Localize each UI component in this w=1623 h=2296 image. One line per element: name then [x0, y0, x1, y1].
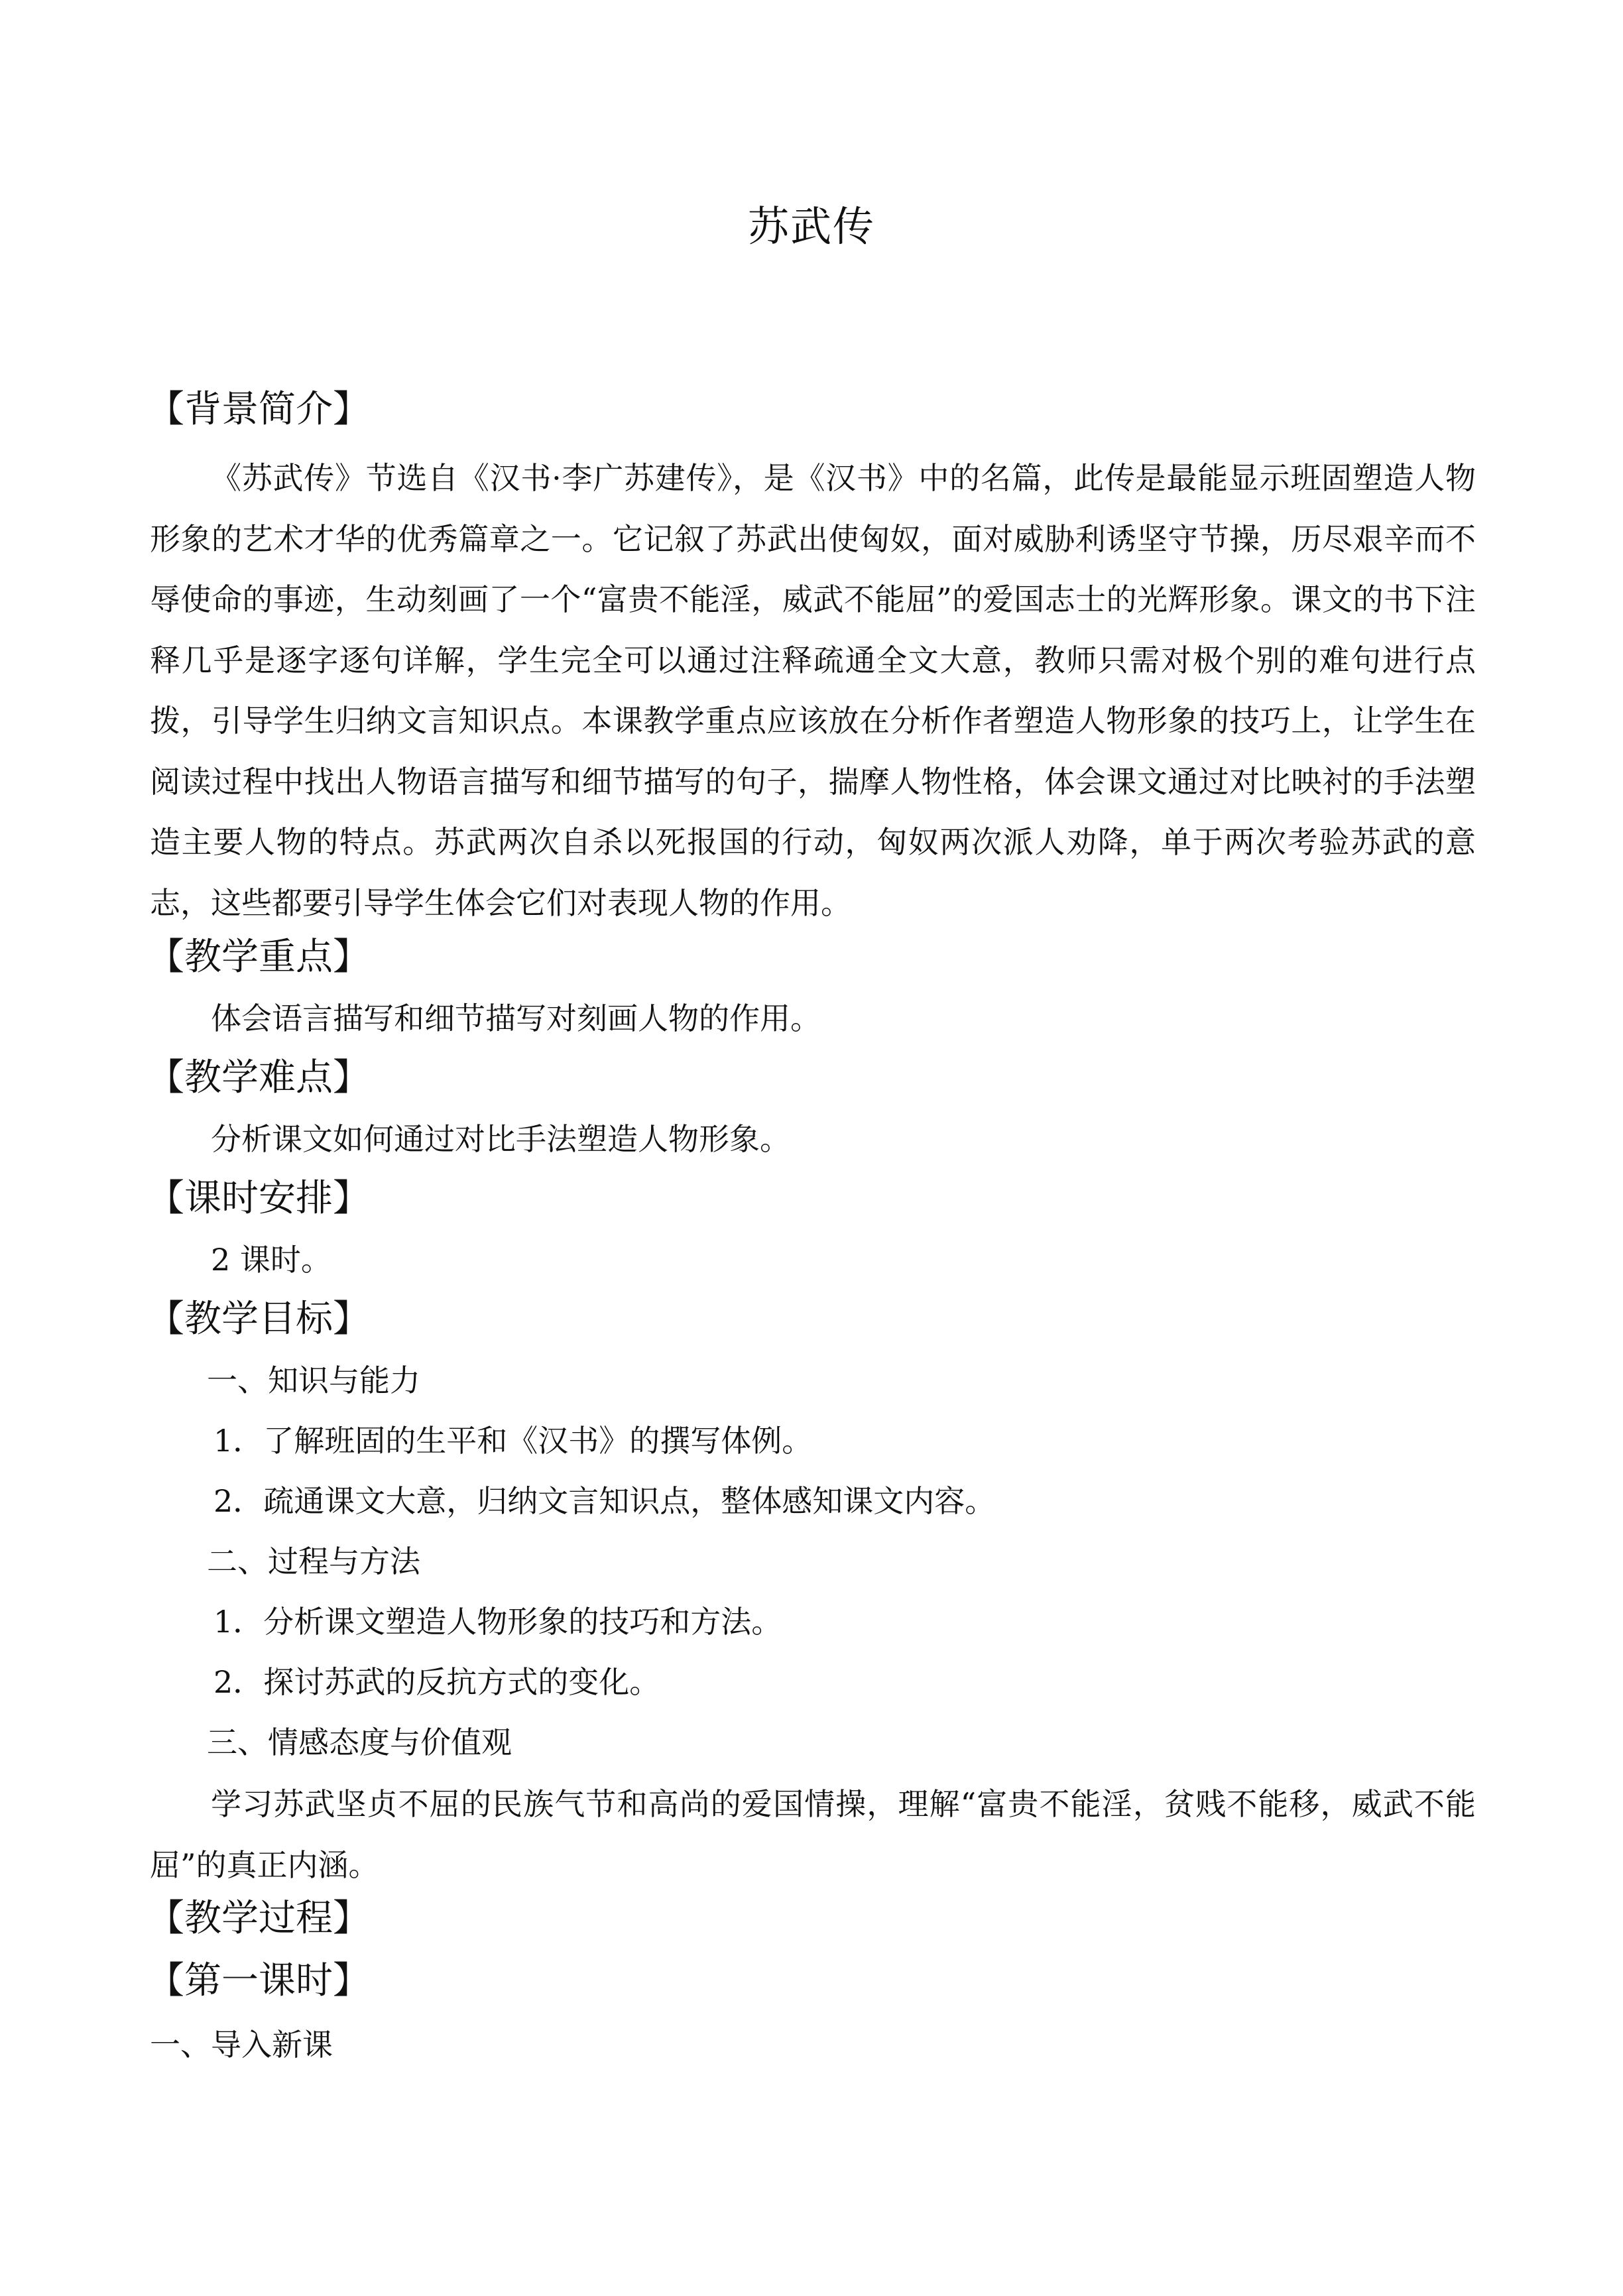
heading-process: 【教学过程】	[147, 1897, 370, 1940]
heading-difficulties: 【教学难点】	[147, 1056, 370, 1099]
objective-item: 1．分析课文塑造人物形象的技巧和方法。	[213, 1604, 782, 1640]
document-title: 苏武传	[747, 202, 875, 251]
objective-subheading-knowledge: 一、知识与能力	[207, 1362, 420, 1398]
first-lesson-step: 一、导入新课	[150, 2027, 333, 2063]
objective-item: 2．探讨苏武的反抗方式的变化。	[213, 1664, 660, 1700]
difficulties-text: 分析课文如何通过对比手法塑造人物形象。	[211, 1121, 790, 1157]
objective-subheading-process: 二、过程与方法	[207, 1543, 420, 1579]
heading-objectives: 【教学目标】	[147, 1298, 370, 1341]
background-paragraph: 《苏武传》节选自《汉书·李广苏建传》，是《汉书》中的名篇，此传是最能显示班固塑造人物形象的艺术才华的优秀篇章之一。它记叙了苏武出使匈奴，面对威胁利诱坚守节操，历尽艰辛而不辱使命的事迹，生动刻画了一个“富贵不能淫，威武不能屈”的爱国志士的光辉形象。课文的书下注释几乎是逐字逐句详解，学生完全可以通过注释疏通全文大意，教师只需对极个别的难句进行点拨，引导学生归纳文言知识点。本课教学重点应该放在分析作者塑造人物形象的技巧上，让学生在阅读过程中找出人物语言描写和细节描写的句子，揣摩人物性格，体会课文通过对比映衬的手法塑造主要人物的特点。苏武两次自杀以死报国的行动，匈奴两次派人劝降，单于两次考验苏武的意志，这些都要引导学生体会它们对表现人物的作用。	[150, 460, 1476, 921]
key-points-text: 体会语言描写和细节描写对刻画人物的作用。	[211, 1000, 821, 1036]
heading-background: 【背景简介】	[147, 388, 370, 431]
objective-item: 2．疏通课文大意，归纳文言知识点，整体感知课文内容。	[213, 1483, 996, 1519]
objective-item: 1．了解班固的生平和《汉书》的撰写体例。	[213, 1423, 813, 1459]
objective-subheading-values: 三、情感态度与价值观	[207, 1724, 512, 1760]
heading-key-points: 【教学重点】	[147, 936, 370, 979]
schedule-text: 2 课时。	[211, 1242, 331, 1278]
heading-schedule: 【课时安排】	[147, 1177, 370, 1220]
heading-first-lesson: 【第一课时】	[147, 1959, 370, 2002]
values-paragraph: 学习苏武坚贞不屈的民族气节和高尚的爱国情操，理解“富贵不能淫，贫贱不能移，威武不能屈”的真正内涵。	[150, 1786, 1476, 1883]
